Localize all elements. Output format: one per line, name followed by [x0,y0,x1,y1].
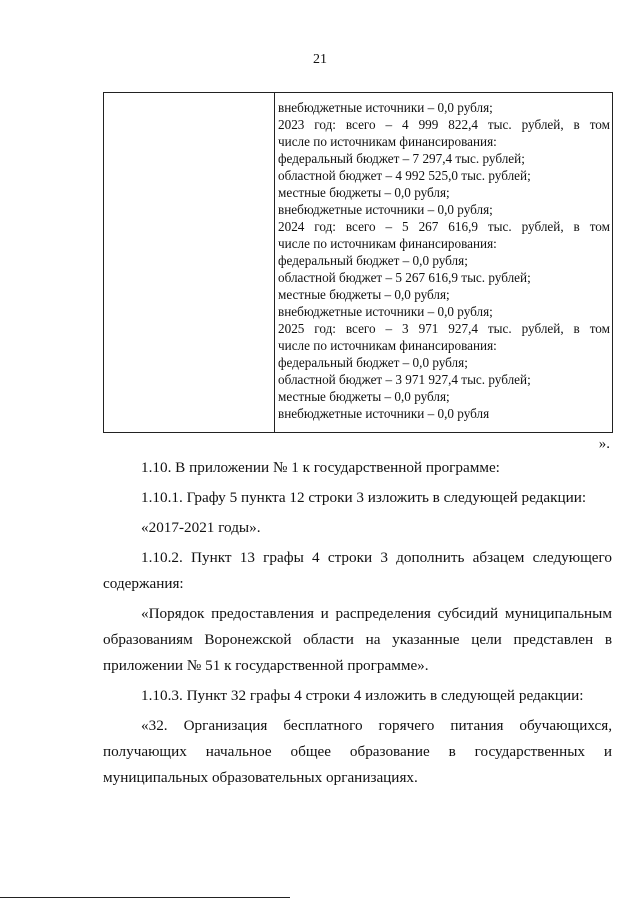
table-column-divider [274,93,275,432]
funding-line: 2024 год: всего – 5 267 616,9 тыс. рублей, в том [278,219,610,234]
funding-line: местные бюджеты – 0,0 рубля; [278,389,450,404]
funding-line: местные бюджеты – 0,0 рубля; [278,185,450,200]
paragraph-item-32: «32. Организация бесплатного горячего питания обучающихся, получающих начальное общее образование в государственных и муниципальных образовательных организациях. [103,717,612,786]
funding-line: федеральный бюджет – 0,0 рубля; [278,253,468,268]
document-body [103,455,612,791]
funding-line: числе по источникам финансирования: [278,236,497,251]
funding-line: местные бюджеты – 0,0 рубля; [278,287,450,302]
funding-line: внебюджетные источники – 0,0 рубля; [278,100,493,115]
paragraph-1-10-2: 1.10.2. Пункт 13 графы 4 строки 3 дополнить абзацем следующего содержания: [103,549,612,592]
funding-line: внебюджетные источники – 0,0 рубля; [278,304,493,319]
funding-line: внебюджетные источники – 0,0 рубля [278,406,490,421]
funding-line: областной бюджет – 4 992 525,0 тыс. рублей; [278,168,531,183]
funding-line: федеральный бюджет – 0,0 рубля; [278,355,468,370]
funding-line: 2023 год: всего – 4 999 822,4 тыс. рублей, в том [278,117,610,132]
closing-quote: ». [598,436,610,452]
funding-line: 2025 год: всего – 3 971 927,4 тыс. рублей, в том [278,321,610,336]
funding-line: числе по источникам финансирования: [278,134,497,149]
funding-cell [278,99,610,422]
funding-line: числе по источникам финансирования: [278,338,497,353]
paragraph-1-10-3: 1.10.3. Пункт 32 графы 4 строки 4 изложить в следующей редакции: [141,687,584,704]
paragraph-subsidy-quote: «Порядок предоставления и распределения субсидий муниципальным образованиям Воронежской области на указанные цели представлен в приложении № 51 к государственной программе». [103,605,612,674]
paragraph-1-10: 1.10. В приложении № 1 к государственной программе: [141,459,500,476]
funding-line: областной бюджет – 5 267 616,9 тыс. рублей; [278,270,531,285]
paragraph-1-10-1: 1.10.1. Графу 5 пункта 12 строки 3 изложить в следующей редакции: [141,489,587,506]
paragraph-years-quote: «2017-2021 годы». [141,519,261,536]
funding-line: федеральный бюджет – 7 297,4 тыс. рублей; [278,151,525,166]
page-number: 21 [313,52,327,67]
funding-line: внебюджетные источники – 0,0 рубля; [278,202,493,217]
budget-table [103,92,613,433]
funding-line: областной бюджет – 3 971 927,4 тыс. рублей; [278,372,531,387]
footer-rule [0,897,290,898]
